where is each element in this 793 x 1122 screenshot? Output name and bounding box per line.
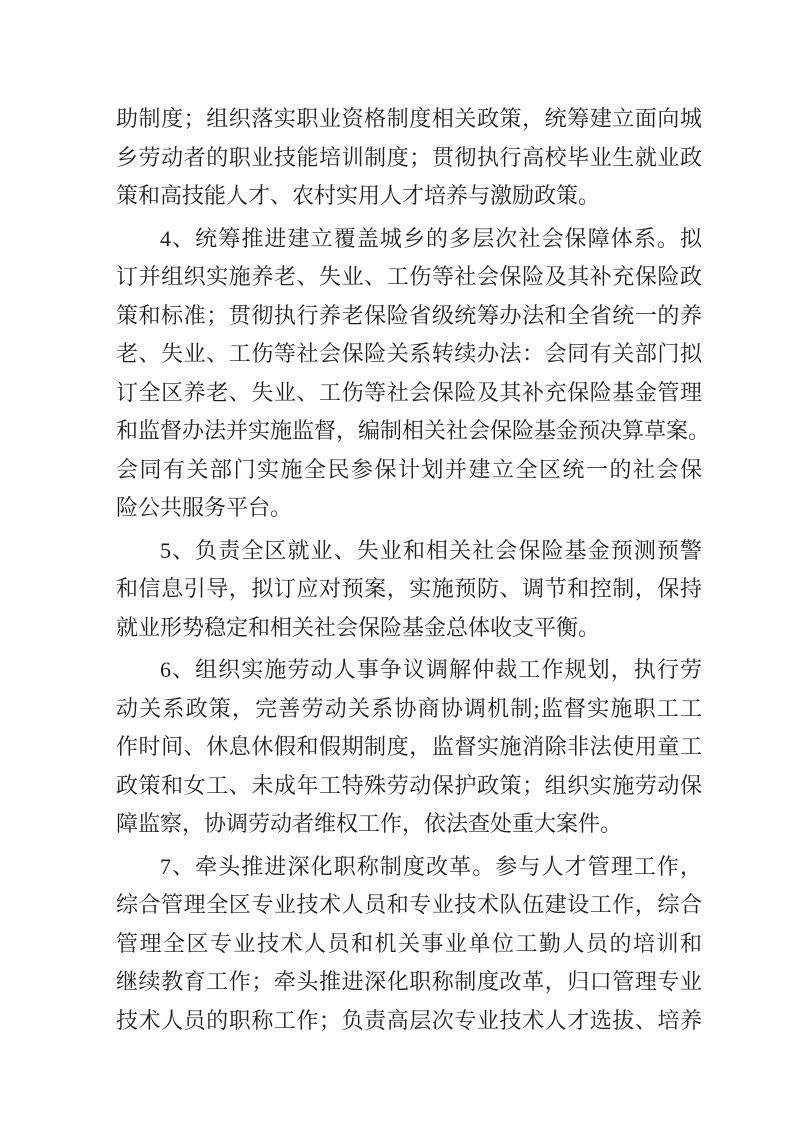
text-line: 和监督办法并实施监督，编制相关社会保险基金预决算草案。 [116,418,711,443]
text-line: 技术人员的职称工作；负责高层次专业技术人才选拔、培养 [116,1007,702,1033]
text-line: 策和标准；贯彻执行养老保险省级统筹办法和全省统一的养 [116,302,702,328]
text-line: 继续教育工作；牵头推进深化职称制度改革，归口管理专业 [116,969,702,994]
text-line: 订并组织实施养老、失业、工伤等社会保险及其补充保险政 [116,264,702,289]
text-line: 助制度；组织落实职业资格制度相关政策，统筹建立面向城 [116,106,702,131]
paragraph [116,651,702,844]
paragraph [116,848,702,1041]
text-line: 和信息引导，拟订应对预案，实施预防、调节和控制，保持 [116,576,702,601]
text-line: 综合管理全区专业技术人员和专业技术队伍建设工作，综合 [116,892,702,917]
text-line: 7、牵头推进深化职称制度改革。参与人才管理工作， [160,853,702,879]
text-line: 险公共服务平台。 [116,495,293,520]
text-line: 6、组织实施劳动人事争议调解仲裁工作规划，执行劳 [160,657,702,682]
text-line: 老、失业、工伤等社会保险关系转续办法：会同有关部门拟 [116,341,702,366]
paragraph [116,100,702,216]
text-line: 动关系政策，完善劳动关系协商协调机制;监督实施职工工 [116,695,702,721]
text-line: 会同有关部门实施全民参保计划并建立全区统一的社会保 [116,456,702,482]
text-line: 订全区养老、失业、工伤等社会保险及其补充保险基金管理 [116,379,702,405]
text-line: 4、统筹推进建立覆盖城乡的多层次社会保障体系。拟 [160,225,702,251]
text-line: 策和高技能人才、农村实用人才培养与激励政策。 [116,183,601,208]
text-line: 障监察，协调劳动者维权工作，依法查处重大案件。 [116,811,623,836]
text-line: 作时间、休息休假和假期制度，监督实施消除非法使用童工 [116,734,702,759]
text-line: 乡劳动者的职业技能培训制度；贯彻执行高校毕业生就业政 [116,144,702,170]
text-line: 5、负责全区就业、失业和相关社会保险基金预测预警 [160,537,702,563]
document-body [116,100,711,1040]
paragraph [116,220,711,528]
text-line: 管理全区专业技术人员和机关事业单位工勤人员的培训和 [116,930,702,956]
paragraph [116,532,702,648]
text-line: 就业形势稳定和相关社会保险基金总体收支平衡。 [116,614,601,640]
text-line: 政策和女工、未成年工特殊劳动保护政策；组织实施劳动保 [116,772,702,798]
